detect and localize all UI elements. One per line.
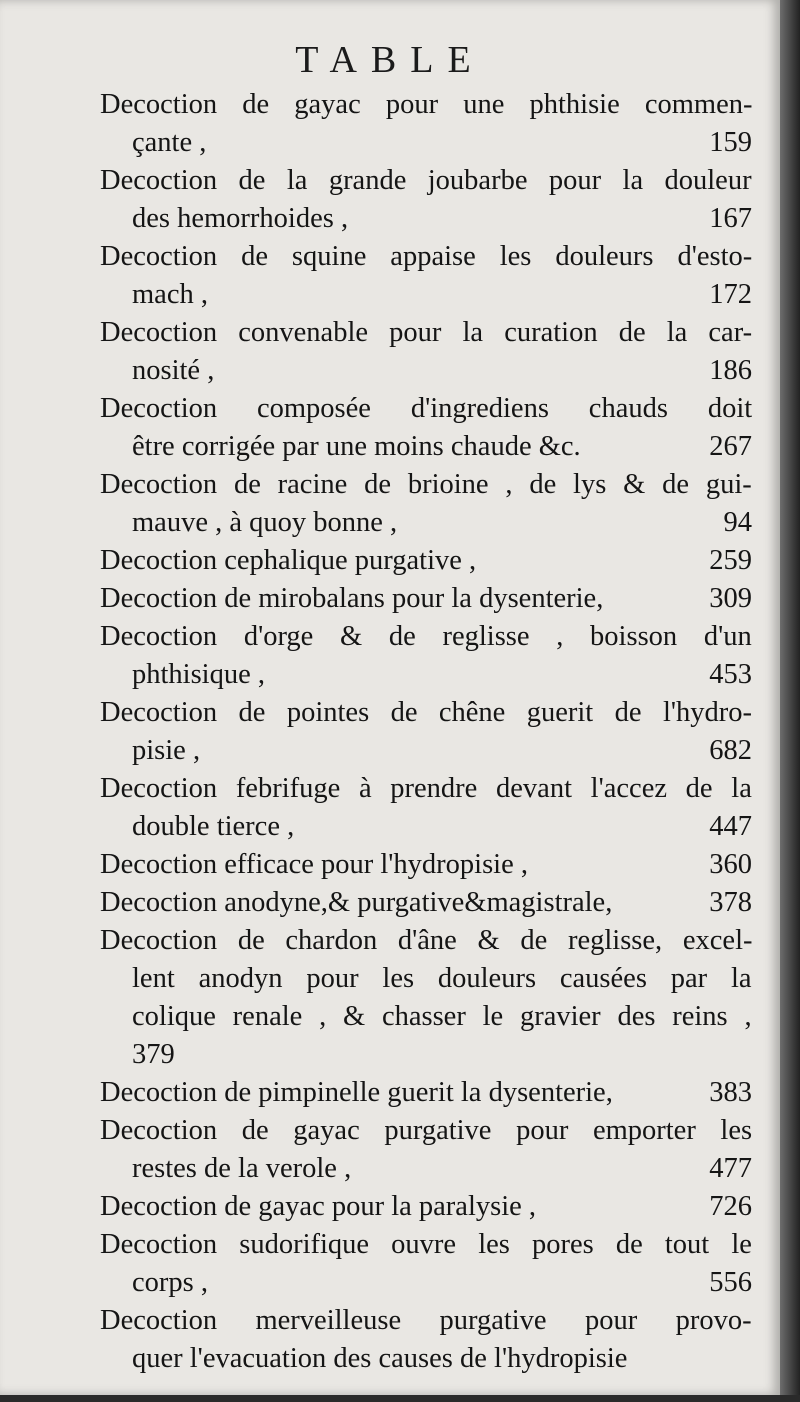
page-number: 267: [709, 431, 752, 462]
page-number: 186: [709, 355, 752, 386]
entry-text: çante ,: [132, 127, 207, 158]
entry-text: 379: [132, 1039, 175, 1070]
index-entry-line: [100, 694, 752, 732]
entry-text: Decoction de chardon d'âne & de reglisse, excel-: [100, 925, 752, 956]
entry-text: Decoction convenable pour la curation de la car-: [100, 317, 752, 348]
page-number: 447: [709, 811, 752, 842]
index-entry-line: [100, 998, 752, 1036]
index-entry-line: [100, 276, 752, 314]
entry-text: corps ,: [132, 1267, 208, 1298]
index-entry-line: [100, 884, 752, 922]
entry-text: Decoction de gayac pour la paralysie ,: [100, 1191, 537, 1222]
index-entry-line: [100, 1036, 752, 1074]
index-entry-line: [100, 238, 752, 276]
index-entry-line: [100, 1112, 752, 1150]
entry-text: Decoction d'orge & de reglisse , boisson d'un: [100, 621, 752, 652]
page-number: 360: [709, 849, 752, 880]
index-entry-line: [100, 960, 752, 998]
entry-text: mauve , à quoy bonne ,: [132, 507, 398, 538]
index-entry-line: [100, 1188, 752, 1226]
index-entry-line: [100, 1340, 752, 1378]
index-entry-line: [100, 1150, 752, 1188]
entry-text: Decoction sudorifique ouvre les pores de tout le: [100, 1229, 752, 1260]
page-number: 556: [709, 1267, 752, 1298]
page-number: 453: [709, 659, 752, 690]
index-entry-line: [100, 1226, 752, 1264]
entry-text: quer l'evacuation des causes de l'hydropisie: [132, 1343, 628, 1374]
index-entry-line: [100, 846, 752, 884]
entry-text: phthisique ,: [132, 659, 265, 690]
entry-text: restes de la verole ,: [132, 1153, 352, 1184]
index-entry-line: [100, 580, 752, 618]
page-number: 159: [709, 127, 752, 158]
index-entry-line: [100, 656, 752, 694]
index-entry-line: [100, 466, 752, 504]
page-number: 682: [709, 735, 752, 766]
page-edge: [780, 0, 800, 1402]
index-entries: [100, 86, 752, 1378]
entry-text: Decoction de racine de brioine , de lys & de gui-: [100, 469, 752, 500]
entry-text: Decoction cephalique purgative ,: [100, 545, 477, 576]
index-entry-line: [100, 1264, 752, 1302]
index-entry-line: [100, 86, 752, 124]
index-entry-line: [100, 162, 752, 200]
index-entry-line: [100, 314, 752, 352]
entry-text: pisie ,: [132, 735, 201, 766]
entry-text: Decoction febrifuge à prendre devant l'accez de la: [100, 773, 752, 804]
entry-text: Decoction efficace pour l'hydropisie ,: [100, 849, 528, 880]
page-bottom-edge: [0, 1395, 800, 1402]
entry-text: Decoction anodyne,& purgative&magistrale,: [100, 887, 613, 918]
entry-text: Decoction merveilleuse purgative pour provo-: [100, 1305, 752, 1336]
entry-text: Decoction composée d'ingrediens chauds doit: [100, 393, 752, 424]
index-entry-line: [100, 808, 752, 846]
page-number: 94: [723, 507, 752, 538]
index-entry-line: [100, 770, 752, 808]
entry-text: être corrigée par une moins chaude &c.: [132, 431, 581, 462]
index-entry-line: [100, 352, 752, 390]
entry-text: Decoction de pointes de chêne guerit de l'hydro-: [100, 697, 752, 728]
entry-text: des hemorrhoides ,: [132, 203, 349, 234]
page-number: 167: [709, 203, 752, 234]
entry-text: mach ,: [132, 279, 208, 310]
page-number: 172: [709, 279, 752, 310]
index-entry-line: [100, 428, 752, 466]
index-entry-line: [100, 618, 752, 656]
index-entry-line: [100, 1302, 752, 1340]
index-entry-line: [100, 390, 752, 428]
entry-text: Decoction de gayac pour une phthisie commen-: [100, 89, 752, 120]
entry-text: Decoction de squine appaise les douleurs d'esto-: [100, 241, 752, 272]
page-title: TABLE: [295, 39, 485, 81]
index-entry-line: [100, 124, 752, 162]
entry-text: Decoction de mirobalans pour la dysenterie,: [100, 583, 604, 614]
entry-text: Decoction de pimpinelle guerit la dysenterie,: [100, 1077, 613, 1108]
page-number: 309: [709, 583, 752, 614]
page-number: 383: [709, 1077, 752, 1108]
index-entry-line: [100, 1074, 752, 1112]
page-number: 726: [709, 1191, 752, 1222]
entry-text: Decoction de gayac purgative pour emporter les: [100, 1115, 752, 1146]
entry-text: lent anodyn pour les douleurs causées par la: [132, 963, 752, 994]
entry-text: nosité ,: [132, 355, 215, 386]
page-number: 477: [709, 1153, 752, 1184]
page-number: 378: [709, 887, 752, 918]
index-entry-line: [100, 200, 752, 238]
entry-text: double tierce ,: [132, 811, 295, 842]
index-entry-line: [100, 542, 752, 580]
index-entry-line: [100, 504, 752, 542]
entry-text: colique renale , & chasser le gravier des reins ,: [132, 1001, 752, 1032]
entry-text: Decoction de la grande joubarbe pour la douleur: [100, 165, 752, 196]
index-entry-line: [100, 732, 752, 770]
index-entry-line: [100, 922, 752, 960]
page-number: 259: [709, 545, 752, 576]
